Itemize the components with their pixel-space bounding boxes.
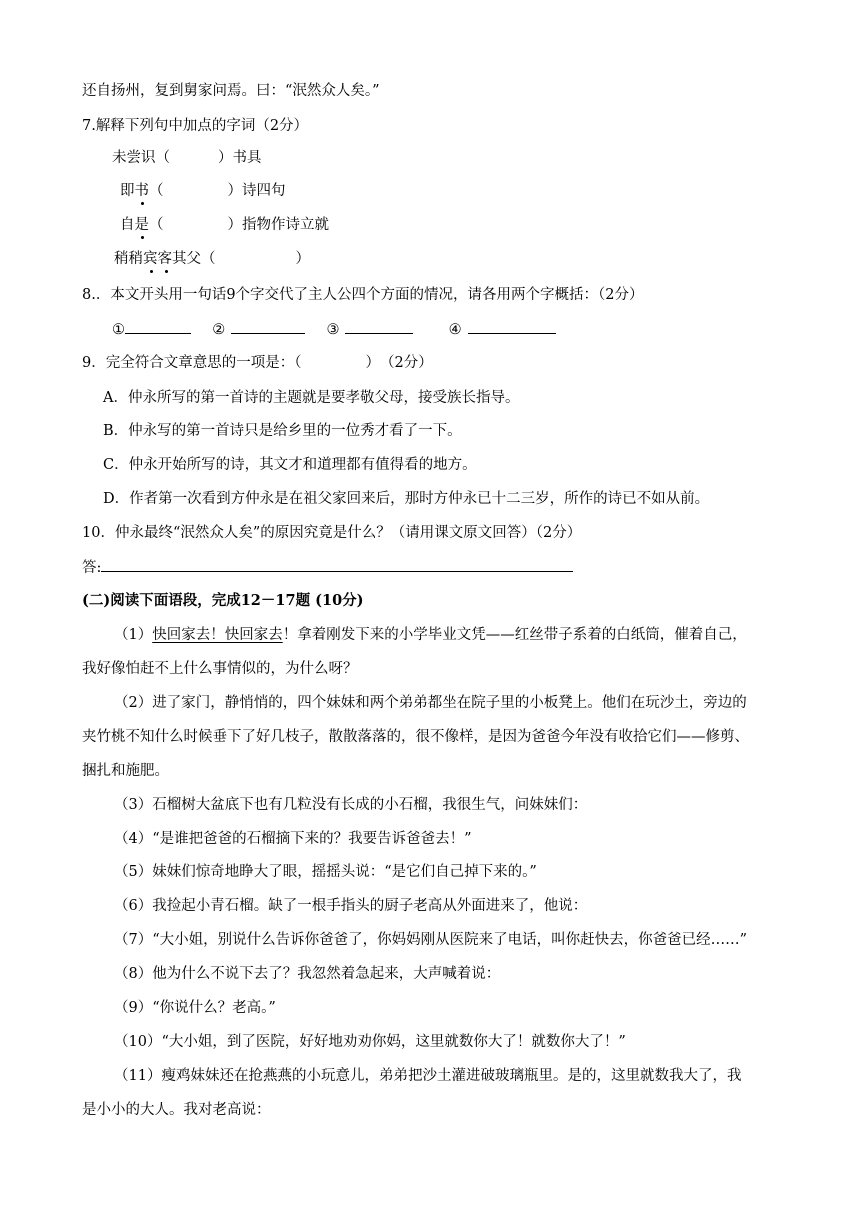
- question-10: 10．仲永最终“泯然众人矣”的原因究竟是什么？（请用课文原文回答）（2分）: [82, 525, 582, 541]
- q8-label-3: ③: [326, 322, 340, 338]
- q7-item-c: [120, 215, 329, 235]
- paragraph-2-line-3: 捆扎和施肥。: [82, 763, 169, 779]
- paragraph-2-line-1: （2）进了家门，静悄悄的，四个妹妹和两个弟弟都坐在院子里的小板凳上。他们在玩沙土，旁边的: [114, 695, 747, 711]
- paragraph-6: （6）我捡起小青石榴。缺了一根手指头的厨子老高从外面进来了，他说：: [114, 898, 588, 914]
- emphasis-dot: [144, 249, 159, 269]
- q9-option-a: A．仲永所写的第一首诗的主题就是要孝敬父母，接受族长指导。: [103, 390, 520, 406]
- emphasis-dot: [159, 249, 174, 269]
- text-line: 还自扬州，复到舅家问焉。曰：“泯然众人矣。”: [82, 83, 380, 99]
- paragraph-11-line-2: 是小小的大人。我对老高说：: [82, 1102, 271, 1118]
- answer-blank[interactable]: [125, 319, 191, 334]
- q7-item-d: [114, 249, 310, 269]
- answer-blank[interactable]: [468, 319, 556, 334]
- paragraph-11-line-1: （11）瘦鸡妹妹还在抢燕燕的小玩意儿，弟弟把沙土灌进破玻璃瓶里。是的，这里就数我大了，我: [114, 1068, 742, 1084]
- q7-item-d-post: ）: [295, 251, 310, 267]
- paragraph-4: （4）“是谁把爸爸的石榴摘下来的？我要告诉爸爸去！”: [114, 831, 472, 847]
- q9-option-b: B．仲永写的第一首诗只是给乡里的一位秀才看了一下。: [103, 423, 462, 439]
- paragraph-1-number: （1）: [114, 627, 153, 643]
- q7-item-b: [120, 181, 286, 201]
- paragraph-2-line-2: 夹竹桃不知什么时候垂下了好几枝子，散散落落的，很不像样，是因为爸爸今年没有收拾它们——修剪、: [82, 729, 749, 745]
- question-7: 7.解释下列句中加点的字词（2分）: [82, 118, 309, 134]
- q10-answer-label: 答:: [82, 560, 102, 576]
- section-2-heading: (二)阅读下面语段，完成12－17题 (10分): [82, 592, 364, 609]
- q8-label-4: ④: [448, 322, 462, 338]
- paragraph-7: （7）“大小姐，别说什么告诉你爸爸了，你妈妈刚从医院来了电话，叫你赶快去，你爸爸已经……”: [114, 932, 748, 948]
- q10-answer-line: [82, 557, 573, 578]
- q7-item-a-post: ）书具: [218, 150, 262, 166]
- paragraph-1-line-2: 我好像怕赶不上什么事情似的，为什么呀？: [82, 661, 358, 677]
- q9-option-d: D．作者第一次看到方仲永是在祖父家回来后，那时方仲永已十二三岁，所作的诗已不如从前。: [103, 491, 710, 507]
- question-8: 8.．本文开头用一句话9个字交代了主人公四个方面的情况，请各用两个字概括：（2分）: [82, 287, 644, 303]
- paragraph-5: （5）妹妹们惊奇地睁大了眼，摇摇头说：“是它们自己掉下来的。”: [114, 864, 537, 880]
- emphasis-dot: [135, 215, 150, 235]
- q9-option-c: C．仲永开始所写的诗，其文才和道理都有值得看的地方。: [103, 457, 477, 473]
- paragraph-9: （9）“你说什么？老高。”: [114, 1000, 276, 1016]
- paragraph-3: （3）石榴树大盆底下也有几粒没有长成的小石榴，我很生气，问妹妹们：: [114, 797, 588, 813]
- q7-item-c-pre: 自是（: [120, 217, 164, 233]
- paragraph-8: （8）他为什么不说下去了？我忽然着急起来，大声喊着说：: [114, 966, 501, 982]
- paragraph-1-text: ！拿着刚发下来的小学毕业文凭——红丝带子系着的白纸筒，催着自己，: [282, 627, 747, 643]
- q7-item-c-post: ）指物作诗立就: [227, 217, 329, 233]
- answer-blank[interactable]: [231, 319, 305, 334]
- paragraph-10: （10）“大小姐，到了医院，好好地劝劝你妈，这里就数你大了！就数你大了！”: [114, 1034, 626, 1050]
- q7-item-d-pre: 稍稍宾客其父（: [114, 251, 216, 267]
- q7-item-b-post: ）诗四句: [227, 183, 286, 199]
- q8-label-2: ②: [212, 322, 226, 338]
- question-9-points: ） （2分）: [365, 355, 433, 371]
- question-9: [82, 353, 433, 373]
- answer-blank[interactable]: [345, 319, 413, 334]
- q8-blanks: [112, 319, 556, 340]
- paragraph-1-line-1: [114, 625, 747, 645]
- q7-item-a-pre: 未尝识（: [112, 150, 170, 166]
- underlined-phrase: 快回家去！快回家去: [152, 627, 283, 643]
- question-9-text: 9．完全符合文章意思的一项是：（: [82, 355, 302, 371]
- answer-blank[interactable]: [101, 557, 573, 572]
- q7-item-b-pre: 即书（: [120, 183, 164, 199]
- q7-item-a: [112, 148, 262, 168]
- emphasis-dot: [135, 181, 150, 201]
- q8-label-1: ①: [112, 322, 125, 338]
